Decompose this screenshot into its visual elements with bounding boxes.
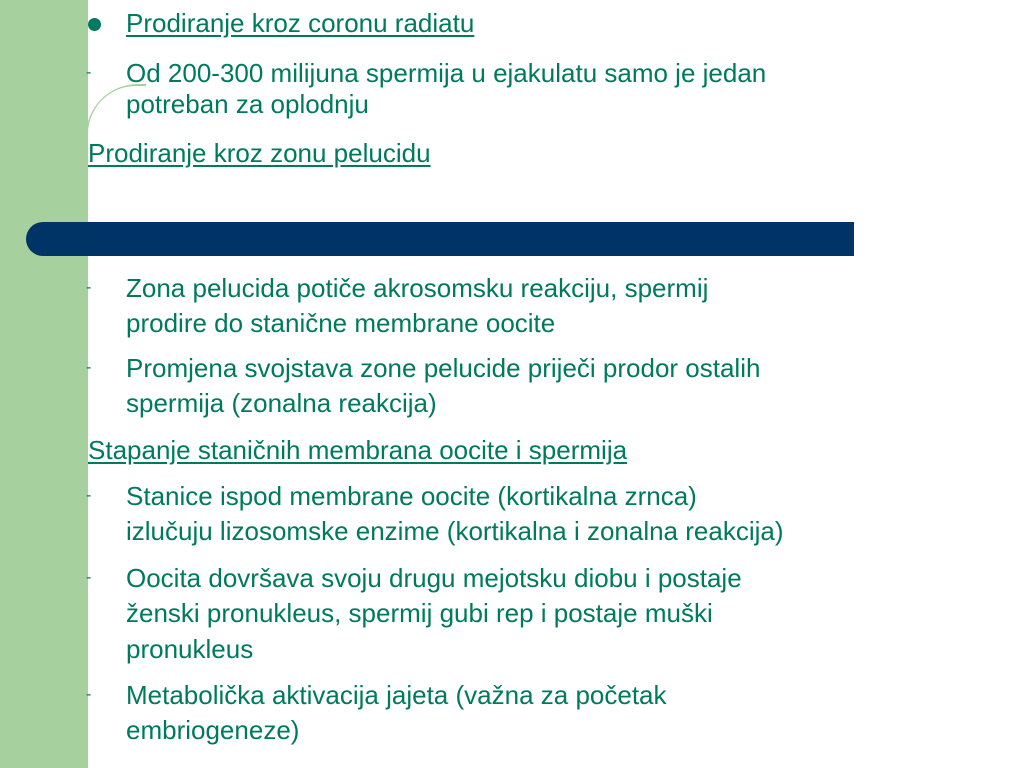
bullet-heading-corona: Prodiranje kroz coronu radiatu [126,8,475,38]
section-heading-stapanje: Stapanje staničnih membrana oocite i spermija [88,435,628,465]
item-text-line: Zona pelucida potiče akrosomsku reakciju, spermij [126,273,709,303]
item-text-line: Stanice ispod membrane oocite (kortikalna zrnca) [126,481,697,511]
item-text-line: embriogeneze) [126,715,300,745]
item-text-line: potreban za oplodnju [126,89,369,119]
item-text-line: Promjena svojstava zone pelucide priječi prodor ostalih [126,353,761,383]
item-text-line: spermija (zonalna reakcija) [126,388,437,418]
section-heading-zona: Prodiranje kroz zonu pelucidu [88,138,431,168]
item-text-line: Metabolička aktivacija jajeta (važna za početak [126,680,667,710]
item-text-line: izlučuju lizosomske enzime (kortikalna i zonalna reakcija) [126,516,784,546]
item-text-line: pronukleus [126,634,254,664]
dash-marker: - [86,279,92,296]
dash-marker: - [86,569,92,586]
item-text-line: Oocita dovršava svoju drugu mejotsku diobu i postaje [126,563,742,593]
dash-marker: - [86,487,92,504]
item-text-line: prodire do stanične membrane oocite [126,308,556,338]
item-text-line: ženski pronukleus, spermij gubi rep i postaje muški [126,598,713,628]
dash-marker: - [86,686,92,703]
bullet-dot-icon [88,18,101,31]
dash-marker: - [86,359,92,376]
dash-marker: - [86,64,92,81]
item-text-line: Od 200-300 milijuna spermija u ejakulatu samo je jedan [126,58,767,88]
